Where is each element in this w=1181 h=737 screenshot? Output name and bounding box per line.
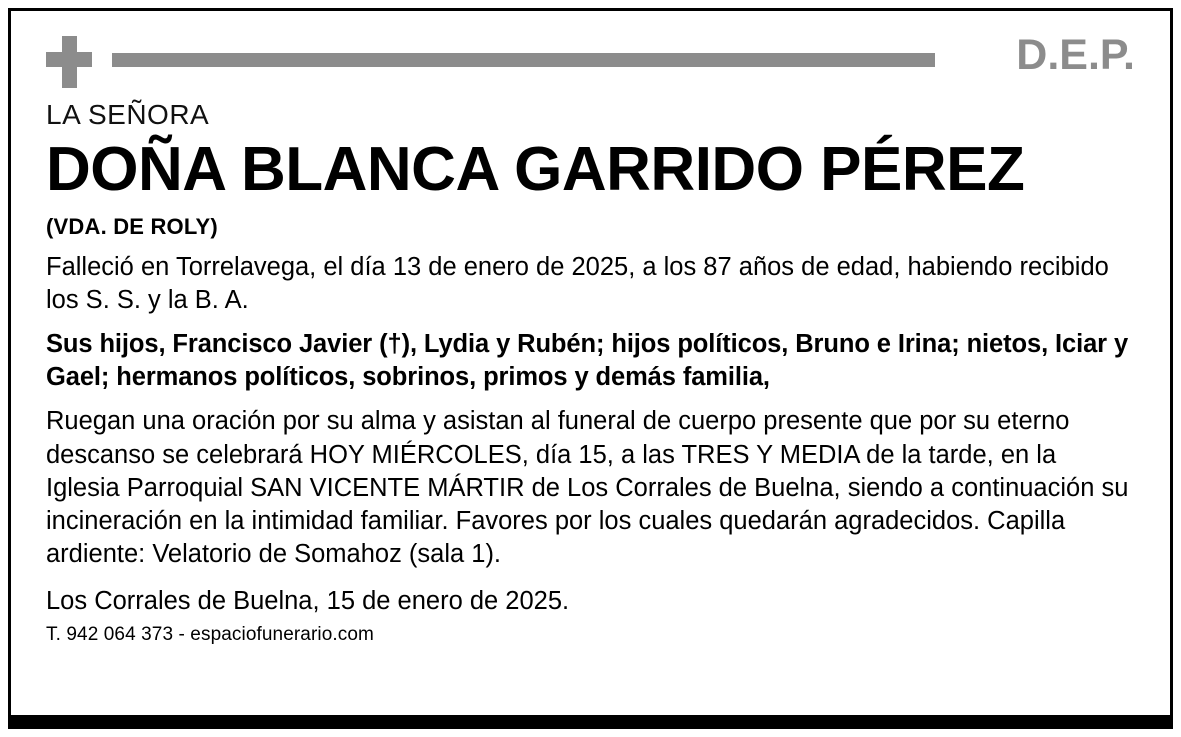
deceased-name: DOÑA BLANCA GARRIDO PÉREZ [46,134,1025,204]
funeral-body: Ruegan una oración por su alma y asistan al funeral de cuerpo presente que por su eterno descanso se celebrará HOY MIÉRCOLES, día 15, a las TRES Y MEDIA de la tarde, en la Iglesia Parroquial SAN VICENTE MÁRTIR de Los Corrales de Buelna, siendo a continuación su incineración en la intimidad familiar. Favores por los cuales quedarán agradecidos. Capilla ardiente: Velatorio de Somahoz (sala 1). [46,407,1129,569]
dep-label: D.E.P. [1016,31,1135,79]
cross-icon [46,36,92,88]
bottom-bar [8,715,1173,729]
notice-content [46,28,1135,713]
death-info: Falleció en Torrelavega, el día 13 de enero de 2025, a los 87 años de edad, habiendo recibido los S. S. y la B. A. [46,252,1109,315]
place-date: Los Corrales de Buelna, 15 de enero de 2025. [46,587,570,616]
header-rule [112,53,935,67]
cross-horizontal-bar [46,52,92,67]
contact-info: T. 942 064 373 - espaciofunerario.com [46,624,374,646]
notice-header [46,28,1135,90]
pretitle: LA SEÑORA [46,99,210,130]
deceased-alias: (VDA. DE ROLY) [46,213,218,239]
family-list: Sus hijos, Francisco Javier (†), Lydia y Rubén; hijos políticos, Bruno e Irina; nietos, Iciar y Gael; hermanos políticos, sobrinos, primos y demás familia, [46,330,1129,392]
